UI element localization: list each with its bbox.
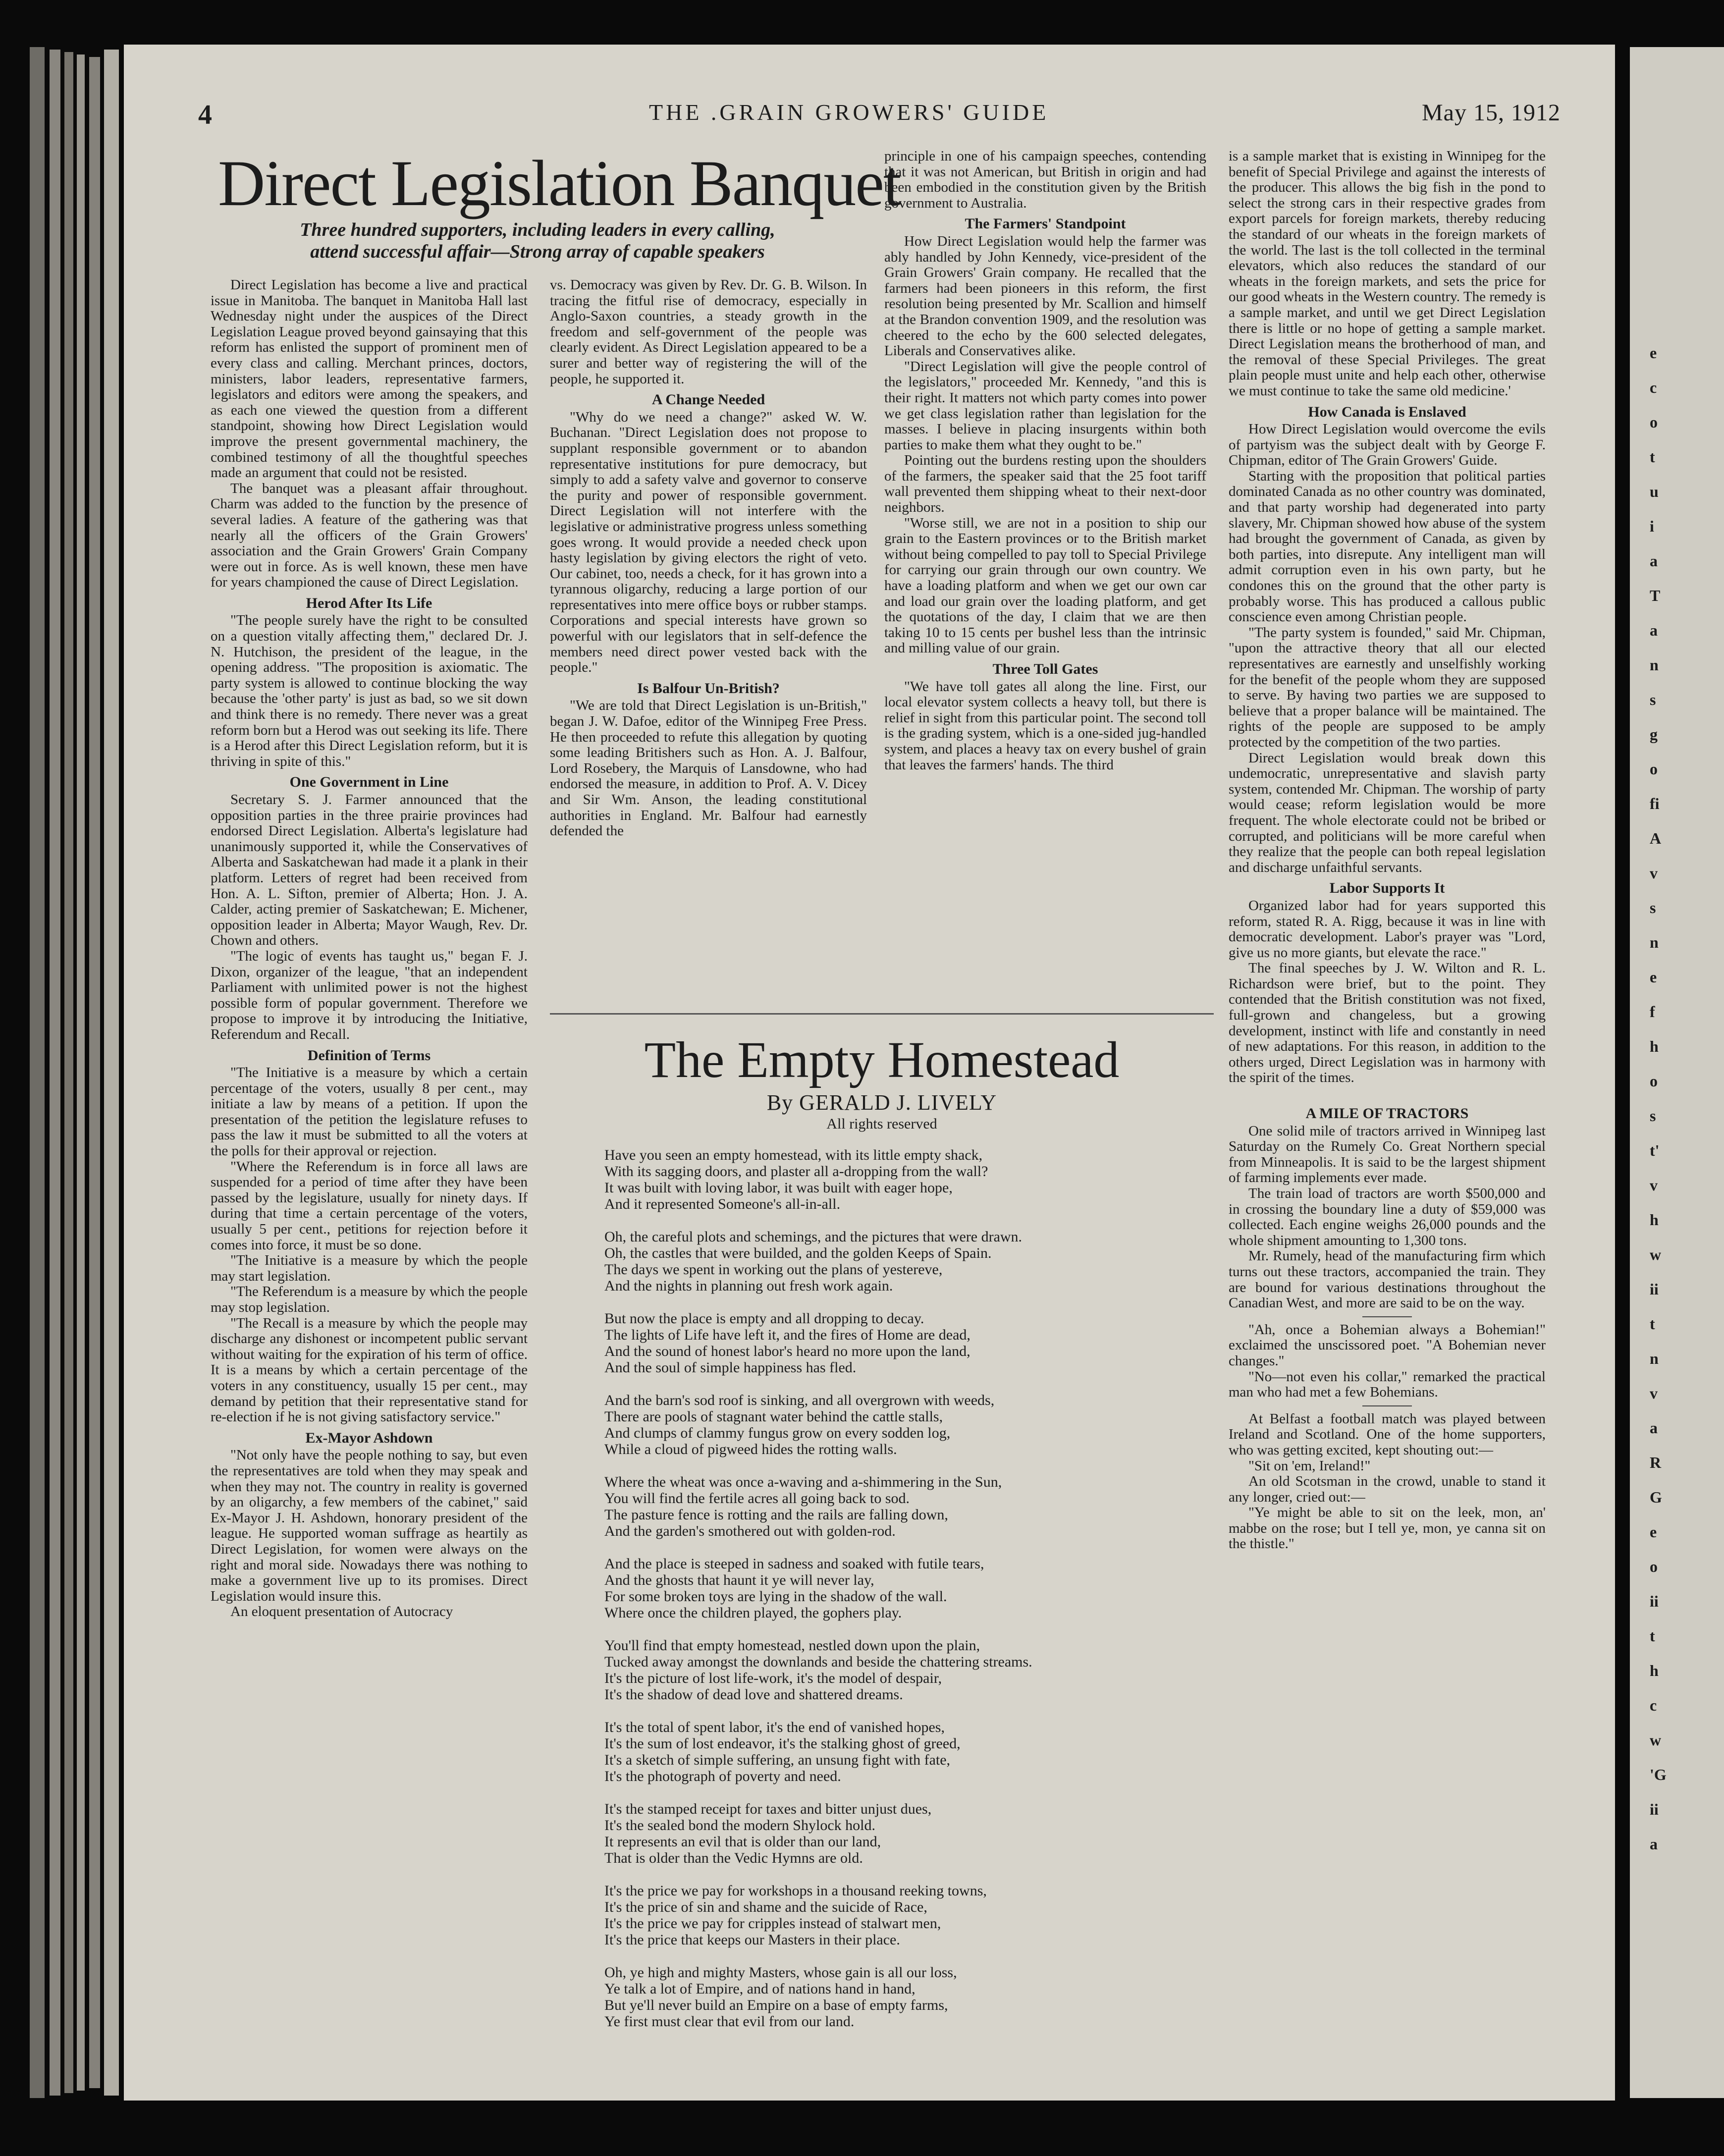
- paragraph: "Direct Legislation will give the people control of the legislators," proceeded Mr. Kennedy, "and this is their right. It matters not which party comes into power we get class legislation rather than legislation for the masses. I believe in placing insurgents within both parties to make them what they ought to be.": [884, 358, 1206, 453]
- poem-stanza: [604, 1719, 1204, 1784]
- poem-stanza: [604, 1801, 1204, 1866]
- adjacent-page-fragment: w: [1650, 1731, 1662, 1749]
- subheading: Is Balfour Un-British?: [637, 680, 780, 697]
- poem-line: It's the price of sin and shame and the suicide of Race,: [604, 1899, 927, 1915]
- poem-line: It's the shadow of dead love and shattered dreams.: [604, 1686, 903, 1703]
- poem-line: Ye first must clear that evil from our land.: [604, 2013, 855, 2030]
- adjacent-page-fragment: o: [1650, 413, 1658, 431]
- paragraph: One solid mile of tractors arrived in Winnipeg last Saturday on the Rumely Co. Great Northern special from Minneapolis. It is said to be the largest shipment of farming implements ever made.: [1229, 1123, 1546, 1186]
- paragraph: "The Initiative is a measure by which a certain percentage of the voters, usually 8 per cent., may initiate a law by means of a petition. If upon the presentation of the petition the legislature refuses to pass the law it must be submitted to all the voters at the polls for their approval or rejection.: [211, 1065, 528, 1159]
- adjacent-page-fragment: a: [1650, 552, 1658, 570]
- adjacent-page-fragment: T: [1650, 587, 1661, 604]
- poem-line: It's the sealed bond the modern Shylock hold.: [604, 1817, 875, 1833]
- adjacent-page-fragment: o: [1650, 1072, 1658, 1090]
- issue-date: May 15, 1912: [1422, 100, 1561, 126]
- adjacent-page-fragment: v: [1650, 864, 1658, 882]
- subheading: Three Toll Gates: [992, 661, 1098, 677]
- adjacent-page-fragment: s: [1650, 691, 1656, 708]
- adjacent-page-fragment: t': [1650, 1141, 1660, 1159]
- poem-line: For some broken toys are lying in the shadow of the wall.: [604, 1588, 947, 1605]
- poem-line: You'll find that empty homestead, nestled down upon the plain,: [604, 1637, 980, 1654]
- poem-line: And the ghosts that haunt it ye will never lay,: [604, 1572, 874, 1588]
- poem-line: Tucked away amongst the downlands and beside the chattering streams.: [604, 1654, 1032, 1670]
- subheading: The Farmers' Standpoint: [965, 216, 1126, 232]
- adjacent-page-fragment: e: [1650, 1523, 1657, 1541]
- adjacent-page-fragment: g: [1650, 725, 1658, 743]
- adjacent-page-fragment: A: [1650, 829, 1662, 847]
- adjacent-page-fragment: t: [1650, 448, 1655, 466]
- paragraph: Direct Legislation has become a live and practical issue in Manitoba. The banquet in Manitoba Hall last Wednesday night under the auspices of the Direct Legislation League proved beyond gainsaying that this reform has enlisted the support of prominent men of every class and calling. Merchant princes, doctors, ministers, labor leaders, representative farmers, legislators and editors were among the speakers, and as each one viewed the question from a different standpoint, showing how Direct Legislation would improve the present governmental machinery, the combined testimony of all the thoughtful speeches made an argument that could not be resisted.: [211, 277, 528, 481]
- poem-line: The lights of Life have left it, and the fires of Home are dead,: [604, 1327, 970, 1343]
- adjacent-page-fragment: h: [1650, 1211, 1659, 1229]
- rights-notice: All rights reserved: [826, 1116, 937, 1132]
- poem-line: The days we spent in working out the plans of yestereve,: [604, 1261, 943, 1278]
- poem-stanza: [604, 1883, 1204, 1948]
- paragraph: "The Recall is a measure by which the people may discharge any dishonest or incompetent public servant without waiting for the expiration of his term of office. It is a means by which a certain percentage of the voters in any constituency, usually 15 per cent., may demand by petition that their representative stand for re-election if he is not giving satisfactory service.": [211, 1315, 528, 1425]
- column-4: [1229, 149, 1546, 1552]
- poem-stanza: [604, 1310, 1204, 1376]
- adjacent-page-fragment: 'G: [1650, 1766, 1667, 1783]
- adjacent-page-fragment: o: [1650, 760, 1658, 778]
- poem-line: And the place is steeped in sadness and soaked with futile tears,: [604, 1556, 984, 1572]
- poem-line: But now the place is empty and all dropping to decay.: [604, 1310, 924, 1327]
- poem-stanza: [604, 1474, 1204, 1539]
- paragraph: Direct Legislation would break down this undemocratic, unrepresentative and slavish party system, contended Mr. Chipman. The worship of party would cease; reform legislation would be more frequent. The whole electorate could not be bribed or corrupted, and politicians will be more careful when they realize that the people can both repeal legislation and discharge unfaithful servants.: [1229, 750, 1546, 875]
- paragraph: "The Initiative is a measure by which the people may start legislation.: [211, 1252, 528, 1284]
- paragraph: How Direct Legislation would help the farmer was ably handled by John Kennedy, vice-president of the Grain Growers' Grain company. He recalled that the farmers had been pioneers in this reform, the first resolution being presented by Mr. Scallion and himself at the Brandon convention 1909, and the resolution was cheered to the echo by the 600 selected delegates, Liberals and Conservatives alike.: [884, 233, 1206, 359]
- paragraph: The final speeches by J. W. Wilton and R. L. Richardson were brief, but to the point. They contended that the British constitution was not fixed, full-grown and changeless, but a growing development, instinct with life and constantly in need of new adaptations. For this reason, in addition to the others urged, Direct Legislation was in harmony with the spirit of the times.: [1229, 960, 1546, 1086]
- poem-stanza: [604, 1147, 1204, 1212]
- poem-line: You will find the fertile acres all going back to sod.: [604, 1490, 910, 1507]
- paragraph: The banquet was a pleasant affair throughout. Charm was added to the function by the presence of several ladies. A feature of the gathering was that nearly all the officers of the Grain Growers' association and the Grain Growers' Grain Company were out in force. As is well known, these men have for years championed the cause of Direct Legislation.: [211, 480, 528, 591]
- poem-line: Ye talk a lot of Empire, and of nations hand in hand,: [604, 1981, 916, 1997]
- adjacent-page-fragment: t: [1650, 1627, 1655, 1645]
- paragraph: Pointing out the burdens resting upon the shoulders of the farmers, the speaker said that the 25 foot tariff wall prevented them shipping wheat to their next-door neighbors.: [884, 452, 1206, 516]
- poem-line: Oh, the castles that were builded, and the golden Keeps of Spain.: [604, 1245, 992, 1261]
- paragraph: An eloquent presentation of Autocracy: [230, 1604, 453, 1620]
- paragraph: "Ah, once a Bohemian always a Bohemian!" exclaimed the unscissored poet. "A Bohemian never changes.": [1229, 1321, 1546, 1369]
- poem-line: It's the price we pay for workshops in a thousand reeking towns,: [604, 1883, 987, 1899]
- subheading: How Canada is Enslaved: [1308, 403, 1466, 420]
- poem-line: It represents an evil that is older than our land,: [604, 1833, 881, 1850]
- adjacent-page-fragment: c: [1650, 378, 1657, 396]
- adjacent-page-fragment: R: [1650, 1454, 1662, 1471]
- subheading: A MILE OF TRACTORS: [1305, 1105, 1469, 1122]
- adjacent-page-fragment: o: [1650, 1558, 1658, 1575]
- adjacent-page-fragment: s: [1650, 899, 1656, 916]
- adjacent-page-fragment: s: [1650, 1107, 1656, 1125]
- paragraph: "Ye might be able to sit on the leek, mon, an' mabbe on the rose; but I tell ye, mon, ye canna sit on the thistle.": [1229, 1505, 1546, 1552]
- deck-line-2: attend successful affair—Strong array of capable speakers: [310, 241, 765, 262]
- poem-line: With its sagging doors, and plaster all a-dropping from the wall?: [604, 1163, 988, 1180]
- adjacent-page-fragment: ii: [1650, 1800, 1659, 1818]
- separator-rule: [1362, 1316, 1412, 1317]
- adjacent-page-fragment: i: [1650, 517, 1654, 535]
- paragraph: "Sit on 'em, Ireland!": [1248, 1457, 1371, 1474]
- adjacent-page-fragment: t: [1650, 1315, 1655, 1333]
- adjacent-page-fragment: n: [1650, 1349, 1659, 1367]
- separator-rule: [1362, 1405, 1412, 1406]
- poem-stanza: [604, 1229, 1204, 1294]
- article-headline: Direct Legislation Banquet: [218, 147, 901, 219]
- subheading: Ex-Mayor Ashdown: [305, 1429, 433, 1446]
- poem-line: Where the wheat was once a-waving and a-shimmering in the Sun,: [604, 1474, 1002, 1490]
- paragraph: "We are told that Direct Legislation is un-British," began J. W. Dafoe, editor of the Winnipeg Free Press. He then proceeded to refute this allegation by quoting some leading Britishers such as Hon. A. J. Balfour, Lord Rosebery, the Marquis of Lansdowne, who had endorsed the measure, in addition to Prof. A. V. Dicey and Sir Wm. Anson, the leading constitutional authorities in England. Mr. Balfour had earnestly defended the: [550, 698, 867, 839]
- paragraph: "The people surely have the right to be consulted on a question vitally affecting them," declared Dr. J. N. Hutchison, the president of the league, in the opening address. "The proposition is axiomatic. The party system is allowed to continue blocking the way because the 'other party' is just as bad, so we sit down and think there is no remedy. There never was a great reform born but a Herod was out seeking its life. There is a Herod after this Direct Legislation reform, but it is thriving in spite of this.": [211, 612, 528, 769]
- paragraph: "Why do we need a change?" asked W. W. Buchanan. "Direct Legislation does not propose to supplant responsible government or to abandon representative institutions for pure democracy, but simply to add a safety valve and governor to conserve the purity and power of responsible government. Direct Legislation will not interfere with the legislative or administrative progress unless something goes wrong. It would provide a needed check upon hasty legislation by giving electors the right of veto. Our cabinet, too, needs a check, for it has grown into a tyrannous oligarchy, reducing a large portion of our representatives into mere office boys or rubber stamps. Corporations and special interests have grown so powerful with our legislators that in self-defence the members need direct power vested back with the people.": [550, 409, 867, 676]
- paragraph: "Not only have the people nothing to say, but even the representatives are told when they may speak and when they may not. The country in reality is governed by an oligarchy, a few members of the cabinet," said Ex-Mayor J. H. Ashdown, honorary president of the league. He supported woman suffrage as heartily as Direct Legislation, for women were always on the right and moral side. Nowadays there was nothing to make a government live up to its promises. Direct Legislation would insure this.: [211, 1447, 528, 1604]
- poem-line: And it represented Someone's all-in-all.: [604, 1196, 841, 1212]
- adjacent-page-fragment: ii: [1650, 1280, 1659, 1298]
- adjacent-page-fragment: v: [1650, 1384, 1658, 1402]
- paragraph: The train load of tractors are worth $500,000 and in crossing the boundary line a duty of $59,000 was collected. Each engine weighs 26,000 pounds and the whole shipment amounting to 1,300 tons.: [1229, 1186, 1546, 1248]
- poem-line: And the barn's sod roof is sinking, and all overgrown with weeds,: [604, 1392, 995, 1408]
- poem-line: And clumps of clammy fungus grow on every sodden log,: [604, 1425, 951, 1441]
- paragraph: An old Scotsman in the crowd, unable to stand it any longer, cried out:—: [1229, 1473, 1546, 1505]
- poem-line: It's the price we pay for cripples instead of stalwart men,: [604, 1915, 941, 1932]
- paragraph: Mr. Rumely, head of the manufacturing firm which turns out these tractors, accompanied the train. They are bound for various destinations throughout the Canadian West, and more are said to be on the way.: [1229, 1248, 1546, 1311]
- poem-line: The pasture fence is rotting and the rails are falling down,: [604, 1507, 948, 1523]
- poem-line: Where once the children played, the gophers play.: [604, 1605, 902, 1621]
- paragraph: is a sample market that is existing in Winnipeg for the benefit of Special Privilege and against the interests of the producer. This allows the big fish in the pond to select the strong cars in their respective grades from export parcels for foreign markets, thereby reducing the standard of our wheats in the foreign markets of the world. The last is the toll collected in the terminal elevators, which also reduces the standard of our wheats in the foreign markets, and sets the price for our good wheats in the Western country. The remedy is a sample market, and until we get Direct Legislation there is little or no hope of getting a sample market. Direct Legislation means the brotherhood of man, and the removal of these Special Privileges. The great plain people must unite and help each other, otherwise we must continue to take the same old medicine.': [1229, 148, 1546, 399]
- adjacent-page-fragment: c: [1650, 1696, 1657, 1714]
- page-number: 4: [198, 100, 215, 130]
- poem-byline: By GERALD J. LIVELY: [766, 1090, 997, 1115]
- poem-line: Oh, the careful plots and schemings, and the pictures that were drawn.: [604, 1229, 1023, 1245]
- subheading: Labor Supports It: [1329, 880, 1445, 897]
- adjacent-page-fragment: w: [1650, 1245, 1662, 1263]
- adjacent-page-edge: [1630, 47, 1724, 2098]
- poem-line: There are pools of stagnant water behind the cattle stalls,: [604, 1408, 943, 1425]
- paragraph: "No—not even his collar," remarked the practical man who had met a few Bohemians.: [1229, 1368, 1546, 1401]
- poem-title: The Empty Homestead: [644, 1031, 1120, 1088]
- paragraph: "Where the Referendum is in force all laws are suspended for a period of time after they have been passed by the legislature, usually for ninety days. If during that time a certain percentage of the voters, usually 5 per cent., petitions for rejection before it comes into force, it must be so done.: [211, 1158, 528, 1253]
- poem-stanza: [604, 1392, 1204, 1457]
- poem-line: It's the sum of lost endeavor, it's the stalking ghost of greed,: [604, 1735, 961, 1752]
- paragraph: Secretary S. J. Farmer announced that the opposition parties in the three prairie provinces had endorsed Direct Legislation. Alberta's legislature had unanimously supported it, while the Conservatives of Alberta and Saskatchewan had made it a plank in their platform. Letters of regret had been received from Hon. A. L. Sifton, premier of Alberta; Hon. J. A. Calder, acting premier of Saskatchewan; E. Michener, opposition leader in Alberta; Mayor Waugh, Rev. Dr. Chown and others.: [211, 792, 528, 949]
- poem-line: It's the stamped receipt for taxes and bitter unjust dues,: [604, 1801, 932, 1817]
- subheading: Herod After Its Life: [306, 594, 432, 611]
- article-deck: [218, 219, 857, 263]
- adjacent-page-fragment: e: [1650, 344, 1657, 362]
- poem-line: And the garden's smothered out with golden-rod.: [604, 1523, 896, 1539]
- paragraph: How Direct Legislation would overcome the evils of partyism was the subject dealt with by George F. Chipman, editor of The Grain Growers' Guide.: [1229, 421, 1546, 469]
- poem-body: [604, 1147, 1204, 2046]
- paragraph: Starting with the proposition that political parties dominated Canada as no other country was dominated, and that party worship had degenerated into party slavery, Mr. Chipman showed how abuse of the system had brought the government of Canada, as given by both parties, into disrepute. Any intelligent man will admit corruption even in his own party, but he condones this on the ground that the other party is probably worse. This has produced a callous public conscience even among Christian people.: [1229, 468, 1546, 625]
- poem-line: Oh, ye high and mighty Masters, whose gain is all our loss,: [604, 1964, 957, 1981]
- poem-line: And the soul of simple happiness has fled.: [604, 1359, 857, 1376]
- adjacent-page-fragment: a: [1650, 1835, 1658, 1853]
- paragraph: vs. Democracy was given by Rev. Dr. G. B. Wilson. In tracing the fitful rise of democracy, especially in Anglo-Saxon countries, a steady growth in the freedom and self-government of the people was clearly evident. As Direct Legislation appeared to be a surer and better way of registering the will of the people, he supported it.: [550, 277, 867, 387]
- poem-line: It's the picture of lost life-work, it's the model of despair,: [604, 1670, 942, 1686]
- poem-line: But ye'll never build an Empire on a base of empty farms,: [604, 1997, 948, 2013]
- adjacent-page-fragment: h: [1650, 1037, 1659, 1055]
- paragraph: "Worse still, we are not in a position to ship our grain to the Eastern provinces or to the British market without being compelled to pay toll to Special Privilege for carrying our grain through our own country. We have a loading platform and when we get our own car and load our grain over the loading platform, and get the quotations of the day, I claim that we are then taking 10 to 15 cents per bushel less than the intrinsic and milling value of our grain.: [884, 515, 1206, 656]
- poem-line: It's the total of spent labor, it's the end of vanished hopes,: [604, 1719, 945, 1735]
- paragraph: "The party system is founded," said Mr. Chipman, "upon the attractive theory that all our elected representatives are earnestly and unselfishly working for the benefit of the people whom they are supposed to serve. By having two parties we are supposed to believe that a proper balance will be maintained. The rights of the people are supposed to be amply protected by the competition of the two parties.: [1229, 624, 1546, 750]
- column-1: [211, 277, 528, 1620]
- poem-stanza: [604, 1556, 1204, 1621]
- subheading: Definition of Terms: [307, 1047, 431, 1064]
- column-3: [884, 149, 1206, 773]
- poem-stanza: [604, 1637, 1204, 1703]
- adjacent-page-fragment: f: [1650, 1003, 1655, 1021]
- adjacent-page-fragment: v: [1650, 1176, 1658, 1194]
- paragraph: "The logic of events has taught us," began F. J. Dixon, organizer of the league, "that an independent Parliament with unlimited power is not the highest possible form of popular government. Therefore we propose to improve it by introducing the Initiative, Referendum and Recall.: [211, 948, 528, 1042]
- paragraph: Organized labor had for years supported this reform, stated R. A. Rigg, because it was in line with democratic development. Labor's prayer was "Lord, give us no more giants, but elevate the race.": [1229, 897, 1546, 961]
- poem-line: That is older than the Vedic Hymns are old.: [604, 1850, 863, 1866]
- subheading: One Government in Line: [289, 774, 449, 791]
- paragraph: At Belfast a football match was played between Ireland and Scotland. One of the home supporters, who was getting excited, kept shouting out:—: [1229, 1410, 1546, 1458]
- adjacent-page-fragment: u: [1650, 483, 1659, 500]
- column-2: [550, 277, 867, 839]
- paragraph: principle in one of his campaign speeches, contending that it was not American, but British in origin and had been embodied in the constitution given by the British government to Australia.: [884, 148, 1206, 211]
- paragraph: "The Referendum is a measure by which the people may stop legislation.: [211, 1284, 528, 1315]
- poem-line: It's the price that keeps our Masters in their place.: [604, 1932, 900, 1948]
- section-rule: [550, 1013, 1214, 1015]
- poem-line: It's the photograph of poverty and need.: [604, 1768, 841, 1784]
- adjacent-page-fragment: e: [1650, 968, 1657, 986]
- poem-line: And the nights in planning out fresh work again.: [604, 1278, 893, 1294]
- poem-line: It's a sketch of simple suffering, an unsung fight with fate,: [604, 1752, 951, 1768]
- adjacent-page-fragment: fi: [1650, 795, 1660, 812]
- subheading: A Change Needed: [651, 391, 765, 408]
- adjacent-page-fragment: G: [1650, 1488, 1662, 1506]
- poem-line: While a cloud of pigweed hides the rotting walls.: [604, 1441, 897, 1457]
- adjacent-page-fragment: h: [1650, 1662, 1659, 1679]
- adjacent-page-fragment: n: [1650, 933, 1659, 951]
- adjacent-page-fragment: a: [1650, 621, 1658, 639]
- newspaper-title: THE .GRAIN GROWERS' GUIDE: [649, 100, 1049, 125]
- poem-line: And the sound of honest labor's heard no more upon the land,: [604, 1343, 970, 1359]
- adjacent-page-fragment: a: [1650, 1419, 1658, 1437]
- deck-line-1: Three hundred supporters, including leaders in every calling,: [300, 219, 775, 240]
- poem-line: Have you seen an empty homestead, with its little empty shack,: [604, 1147, 983, 1163]
- poem-stanza: [604, 1964, 1204, 2030]
- paragraph: "We have toll gates all along the line. First, our local elevator system collects a heavy toll, but there is relief in sight from this particular point. The second toll is the grading system, which is a one-sided jug-handled system, and places a heavy tax on every bushel of grain that leaves the farmers' hands. The third: [884, 678, 1206, 773]
- poem-line: It was built with loving labor, it was built with eager hope,: [604, 1180, 953, 1196]
- adjacent-page-fragment: n: [1650, 656, 1659, 674]
- adjacent-page-fragment: ii: [1650, 1592, 1659, 1610]
